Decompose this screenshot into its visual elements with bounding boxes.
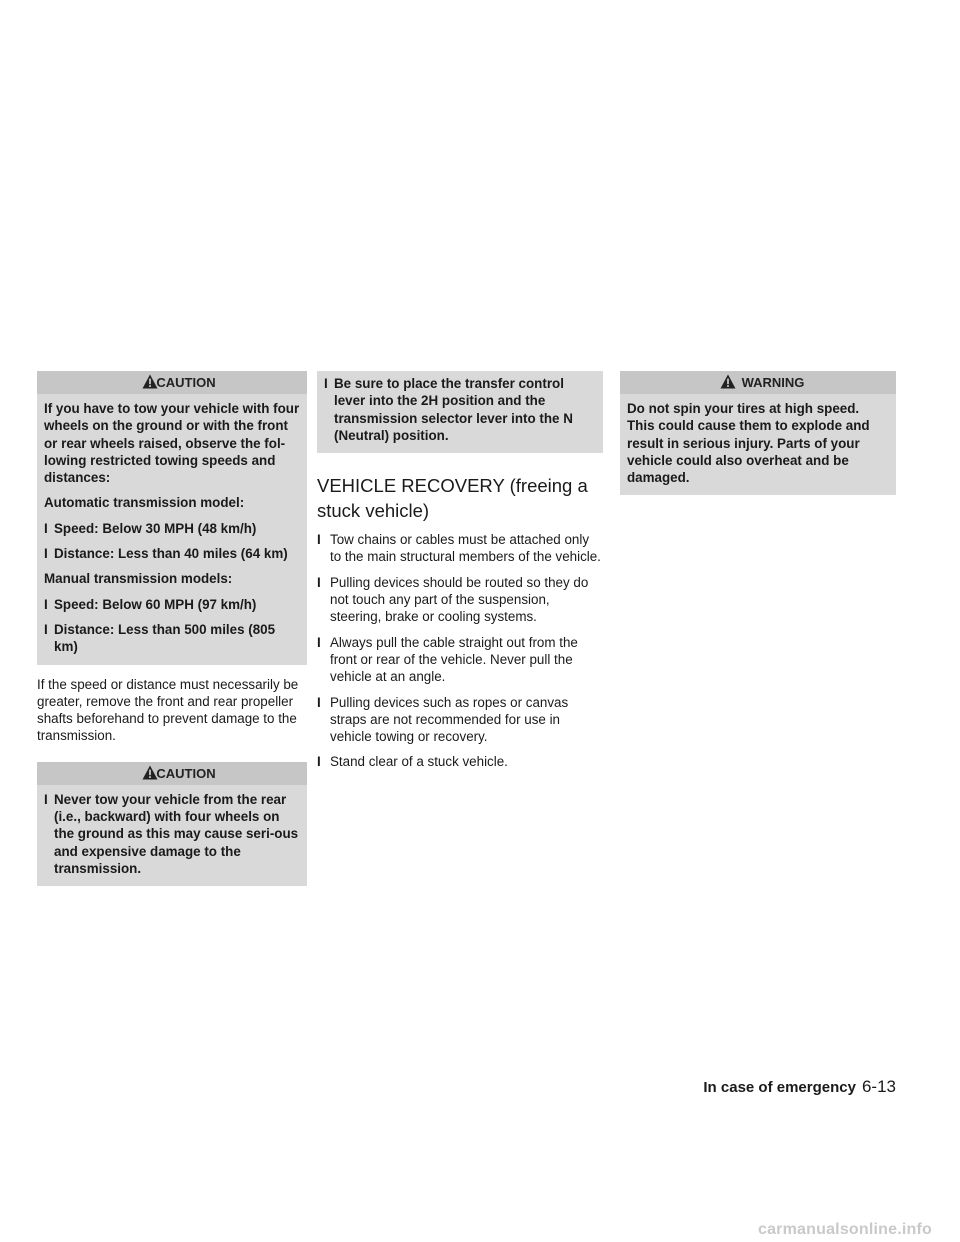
bullet-icon: I [317, 574, 321, 590]
bullet-icon: I [317, 694, 321, 710]
list-item: I Distance: Less than 40 miles (64 km) [44, 546, 288, 562]
column-middle [317, 371, 603, 779]
list-item: I Stand clear of a stuck vehicle. [317, 754, 508, 770]
list-item: I Be sure to place the transfer control lever into the 2H position and the transmission selector lever into the N (Neutral) position. [324, 376, 573, 443]
column-right [620, 371, 896, 495]
section-title: VEHICLE RECOVERY (freeing a stuck vehicle) [317, 475, 588, 522]
page-footer [703, 1077, 896, 1097]
caution-header [37, 371, 307, 394]
caution-box [37, 371, 307, 665]
watermark: carmanualsonline.info [757, 1221, 932, 1238]
auto-heading: Automatic transmission model: [44, 495, 245, 511]
bullet-icon: I [324, 376, 328, 391]
footer-section-name: In case of emergency [703, 1079, 856, 1096]
warning-header [620, 371, 896, 394]
list-item: I Tow chains or cables must be attached only to the main structural members of the vehicle. [317, 532, 601, 565]
bullet-icon: I [317, 754, 321, 770]
column-left [37, 371, 307, 886]
bullet-icon: I [44, 546, 48, 562]
list-item: I Never tow your vehicle from the rear (i.e., backward) with four wheels on the ground as this may cause seri-ous and expensive damage to the transmission. [44, 791, 299, 876]
caution-intro: If you have to tow your vehicle with four wheels on the ground or with the front or rear wheels raised, observe the fol-lowing restricted towing speeds and distances: [44, 401, 300, 486]
body-paragraph: If the speed or distance must necessarily be greater, remove the front and rear propeller shafts beforehand to prevent damage to the transmission. [37, 676, 299, 744]
page-number: 6-13 [861, 1077, 896, 1096]
caution-box-2 [37, 762, 307, 886]
list-item: I Speed: Below 60 MPH (97 km/h) [44, 596, 257, 612]
bullet-icon: I [317, 634, 321, 650]
warning-triangle-icon [720, 374, 736, 389]
warning-box [620, 371, 896, 495]
bullet-icon: I [317, 532, 321, 548]
caution-title: CAUTION [156, 765, 216, 781]
warning-triangle-icon [142, 765, 158, 780]
manual-heading: Manual transmission models: [44, 571, 233, 587]
list-item: I Pulling devices such as ropes or canvas straps are not recommended for use in vehicle towing or recovery. [317, 694, 569, 745]
bullet-icon: I [44, 791, 48, 807]
list-item: I Always pull the cable straight out from the front or rear of the vehicle. Never pull the vehicle at an angle. [317, 634, 578, 685]
caution-title: CAUTION [156, 375, 216, 390]
warning-text: Do not spin your tires at high speed. This could cause them to explode and result in serious injury. Parts of your vehicle could also overheat and be damaged. [627, 401, 870, 486]
bullet-icon: I [44, 596, 48, 612]
caution-continued-box [317, 371, 603, 453]
warning-title: WARNING [741, 375, 805, 390]
caution-header [37, 762, 307, 785]
list-item: I Pulling devices should be routed so they do not touch any part of the suspension, steering, brake or cooling systems. [317, 574, 589, 625]
bullet-icon: I [44, 520, 48, 536]
warning-triangle-icon [142, 374, 158, 389]
list-item: I Speed: Below 30 MPH (48 km/h) [44, 520, 257, 536]
recovery-list [317, 531, 603, 771]
bullet-icon: I [44, 621, 48, 637]
list-item: I Distance: Less than 500 miles (805 km) [44, 621, 276, 655]
